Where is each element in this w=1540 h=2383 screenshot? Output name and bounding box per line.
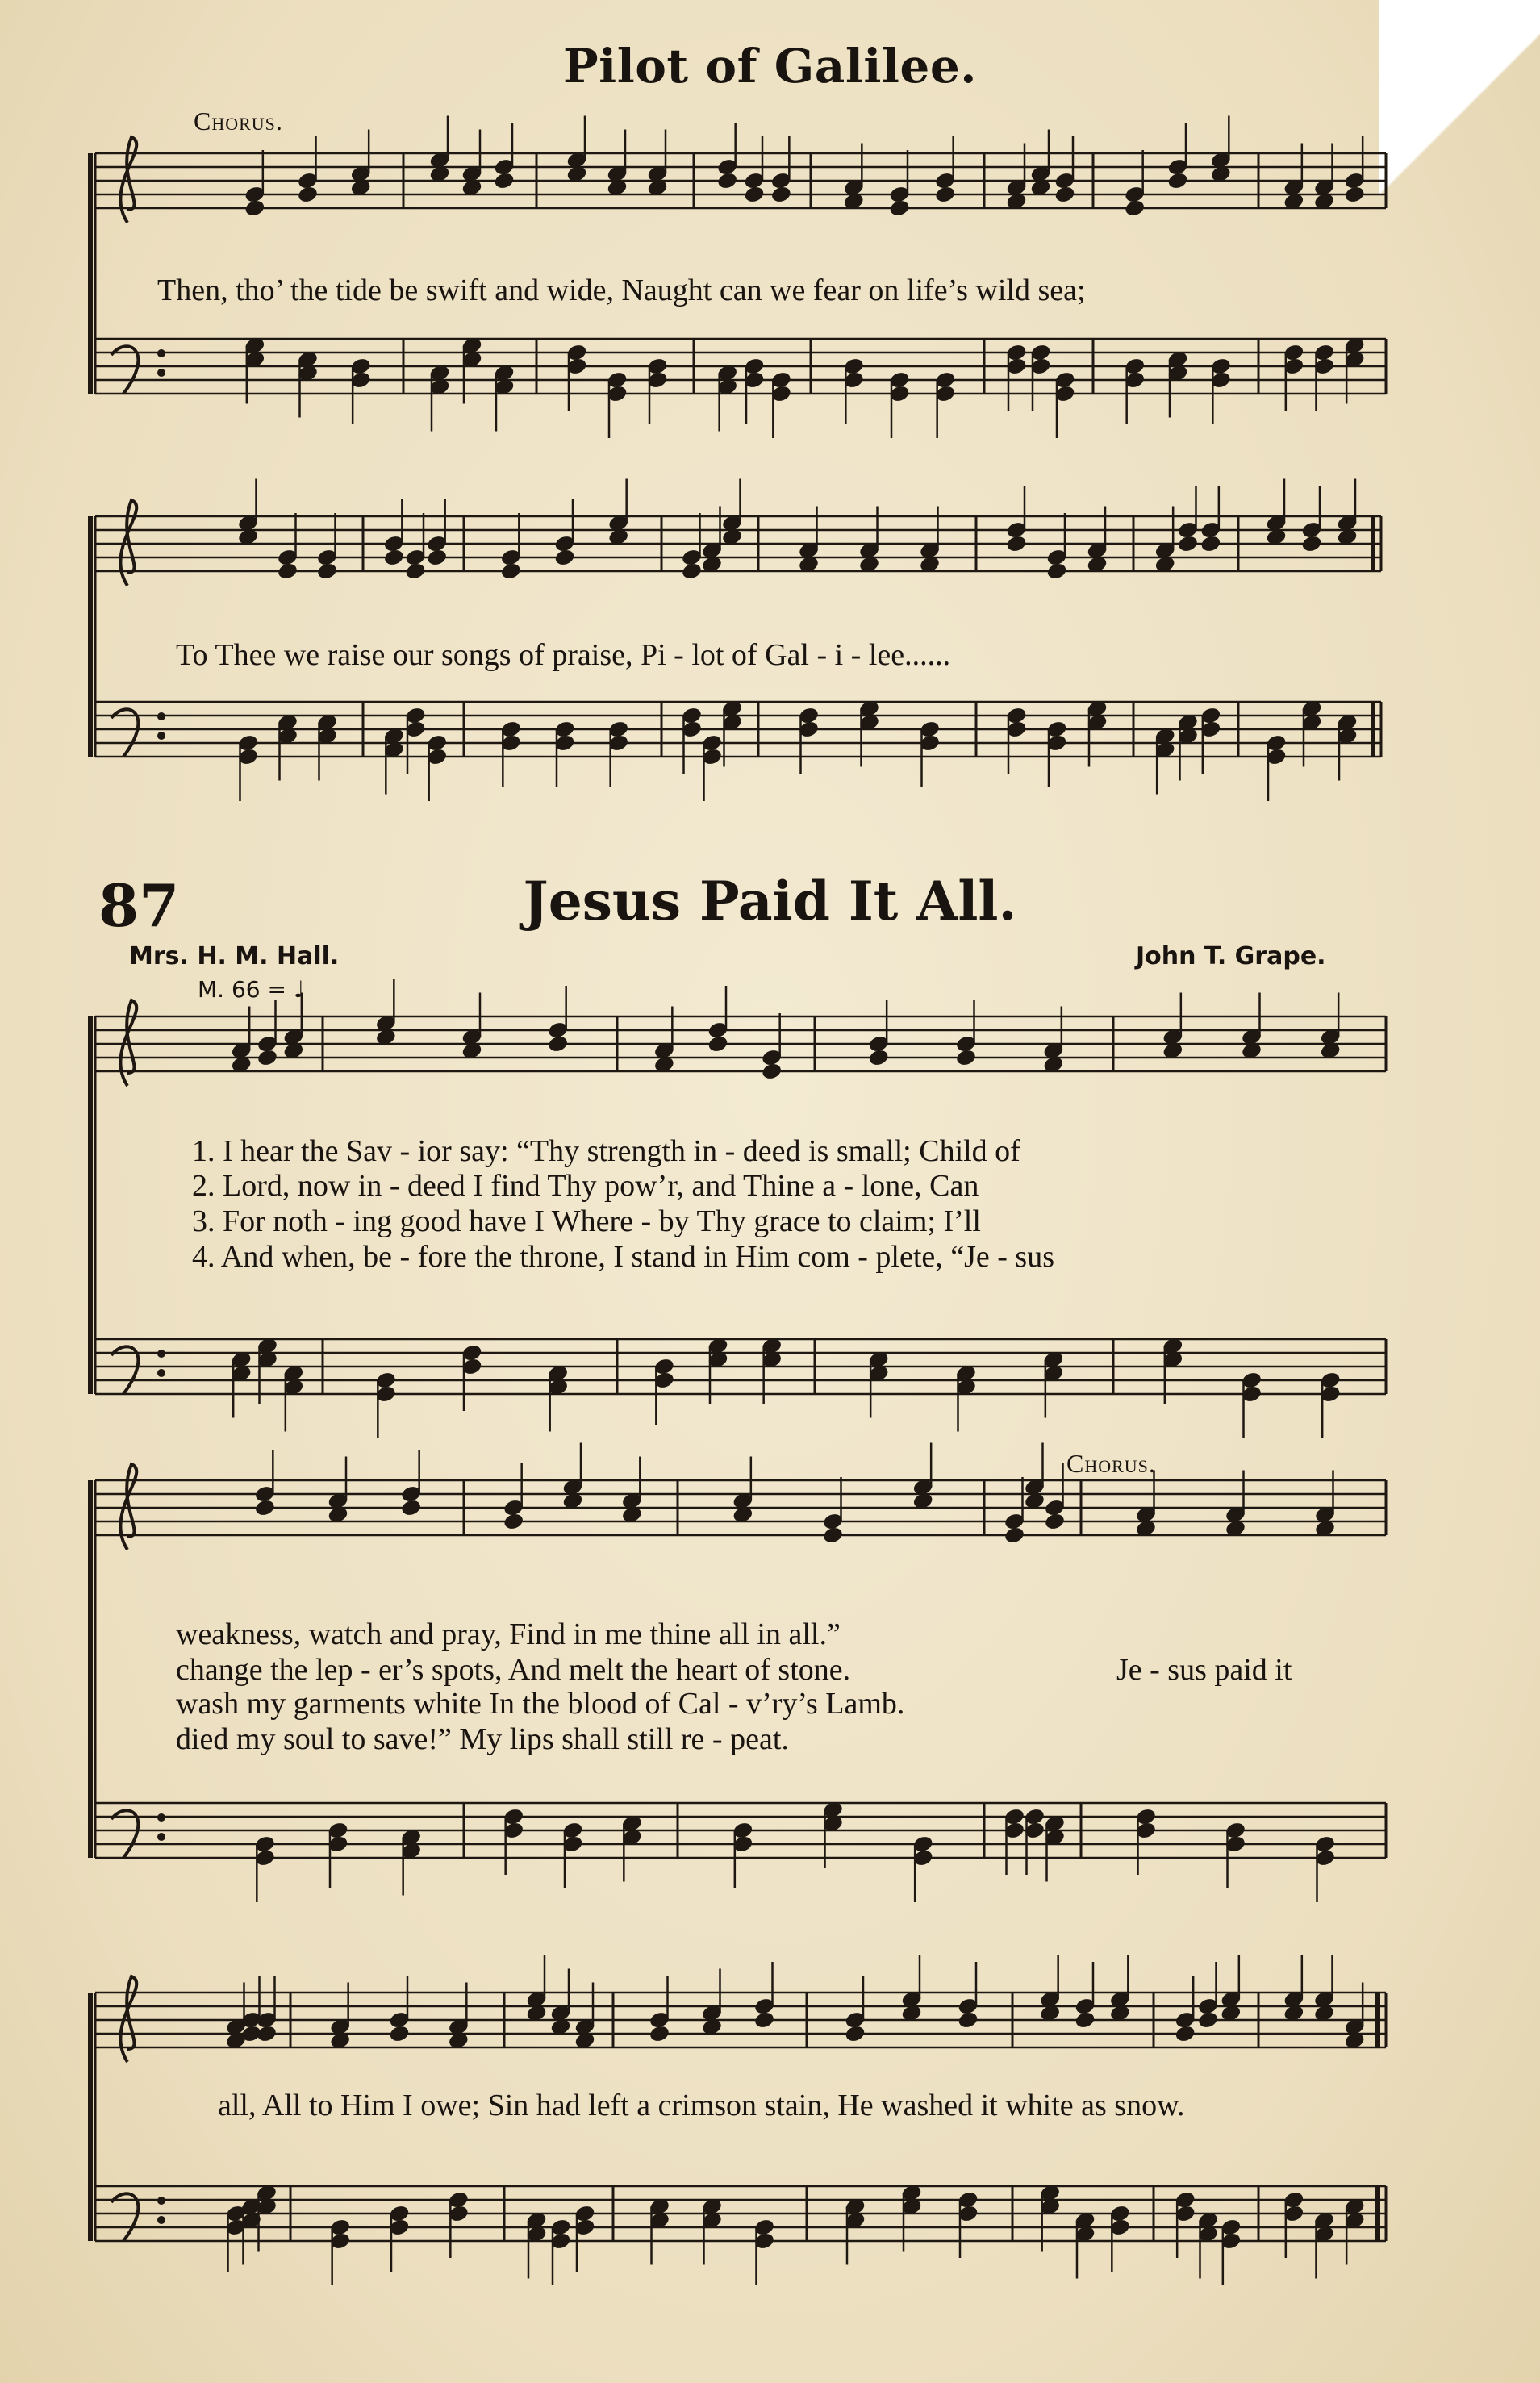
note-head — [1125, 199, 1146, 218]
note-head — [1197, 2011, 1218, 2030]
author-music: John T. Grape. — [1136, 942, 1326, 970]
verse-2-part2: change the lep - er’s spots, And melt the heart of stone. — [176, 1653, 851, 1687]
hymn1-lyric-line1: Then, tho’ the tide be swift and wide, Naught can we fear on life’s wild sea; — [157, 273, 1086, 307]
note-head — [554, 549, 575, 567]
note-head — [753, 2011, 774, 2030]
note-head — [405, 562, 426, 581]
hymn2-chorus-label: Chorus. — [1066, 1449, 1156, 1478]
note-head — [681, 562, 702, 581]
note-head — [1054, 186, 1075, 204]
note-head — [1044, 1513, 1065, 1531]
note-head — [889, 199, 910, 218]
note-head — [845, 2025, 866, 2043]
clef-dot — [159, 1371, 164, 1375]
verse-3-part1: 3. For noth - ing good have I Where - by Thy grace to claim; I’ll — [192, 1204, 981, 1238]
note-head — [500, 562, 521, 581]
note-head — [955, 1049, 976, 1067]
hymn-number: 87 — [98, 871, 180, 940]
clef-dot — [159, 1834, 164, 1839]
chorus-start-lyric: Je - sus paid it — [1116, 1653, 1292, 1687]
note-head — [383, 549, 404, 567]
note-head — [868, 1049, 889, 1067]
hymn1-chorus-label: Chorus. — [194, 106, 283, 136]
note-head — [744, 186, 765, 204]
note-head — [503, 1513, 524, 1531]
note-head — [1200, 535, 1221, 553]
note-head — [1344, 186, 1365, 204]
verse-1-part1: 1. I hear the Sav - ior say: “Thy strength in - deed is small; Child of — [192, 1134, 1020, 1168]
note-head — [935, 186, 956, 204]
note-head — [717, 172, 738, 190]
note-head — [1301, 535, 1322, 553]
verse-1-part2: weakness, watch and pray, Find in me thine all in all.” — [176, 1617, 841, 1651]
clef-dot — [159, 733, 164, 738]
clef-dot — [159, 2198, 164, 2203]
note-head — [494, 172, 515, 190]
clef-dot — [159, 351, 164, 356]
clef-dot — [159, 2218, 164, 2222]
note-head — [1046, 562, 1067, 581]
verse-2-part1: 2. Lord, now in - deed I find Thy pow’r, and Thine a - lone, Can — [192, 1169, 979, 1203]
clef-dot — [159, 714, 164, 719]
hymn2-title: Jesus Paid It All. — [523, 870, 1017, 933]
verse-4-part2: died my soul to save!” My lips shall still re - peat. — [176, 1722, 789, 1756]
note-head — [254, 1499, 275, 1517]
clef-dot — [159, 1351, 164, 1356]
note-head — [1167, 172, 1188, 190]
note-head — [1004, 1526, 1025, 1545]
note-head — [649, 2025, 670, 2043]
note-head — [548, 1035, 569, 1054]
note-head — [1006, 535, 1027, 553]
note-head — [427, 549, 448, 567]
note-head — [244, 199, 265, 218]
verse-3-part2: wash my garments white In the blood of Cal - v’ry’s Lamb. — [176, 1687, 905, 1721]
note-head — [762, 1062, 783, 1081]
clef-dot — [159, 1815, 164, 1820]
note-head — [297, 186, 318, 204]
note-head — [257, 1049, 278, 1067]
note-head — [316, 562, 337, 581]
final-lyric-line: all, All to Him I owe; Sin had left a crimson stain, He washed it white as snow. — [218, 2089, 1185, 2122]
author-words: Mrs. H. M. Hall. — [129, 942, 340, 970]
note-head — [1175, 2025, 1196, 2043]
tempo-marking: M. 66 = ♩ — [198, 976, 305, 1003]
clef-dot — [159, 370, 164, 375]
note-head — [822, 1526, 843, 1545]
note-head — [401, 1499, 422, 1517]
note-head — [277, 562, 298, 581]
hymn1-title: Pilot of Galilee. — [563, 39, 977, 94]
note-head — [958, 2011, 979, 2030]
verse-4-part1: 4. And when, be - fore the throne, I stand in Him com - plete, “Je - sus — [192, 1240, 1055, 1274]
note-head — [707, 1035, 728, 1054]
hymn1-lyric-line2: To Thee we raise our songs of praise, Pi - lot of Gal - i - lee...... — [176, 638, 951, 672]
note-head — [1075, 2011, 1096, 2030]
clefs — [111, 137, 164, 2241]
note-head — [256, 2025, 277, 2043]
note-head — [770, 186, 791, 204]
note-head — [1177, 535, 1198, 553]
note-head — [389, 2025, 410, 2043]
